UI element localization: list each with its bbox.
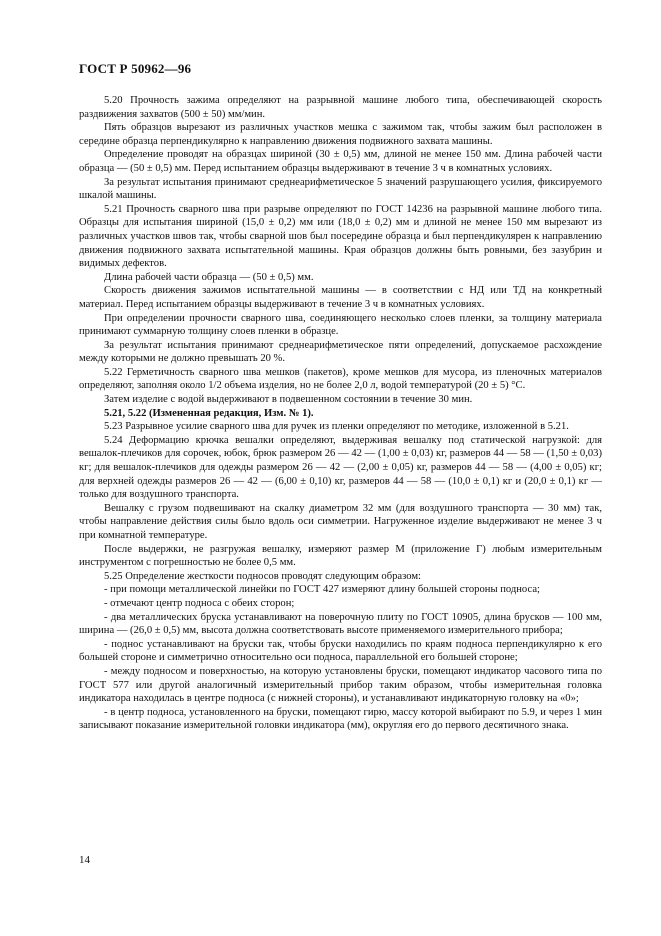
- list-item: - поднос устанавливают на бруски так, чтобы бруски находились по краям подноса перпендикулярно к его большей стороне и симметрично относительно оси подноса, параллельной его большей стороне;: [79, 638, 602, 664]
- list-item: - между подносом и поверхностью, на которую установлены бруски, помещают индикатор часового типа по ГОСТ 577 или другой аналогичный измерительный прибор таким образом, чтобы измерительная головка индикатора находилась в центре подноса (с нижней стороны), и устанавливают индикаторную головку на «0»;: [79, 665, 602, 705]
- list-item: - при помощи металлической линейки по ГОСТ 427 измеряют длину большей стороны подноса;: [104, 584, 540, 596]
- paragraph: 5.24 Деформацию крючка вешалки определяют, выдерживая вешалку под статической нагрузкой: для вешалок-плечиков для сорочек, юбок, брюк размером 26 — 42 — (1,00 ± 0,03) кг, размеров 44 — 58 — (1,50 ± 0,03) кг; для вешалок-плечиков для одежды размером 26 — 42 — (2,00 ± 0,05) кг, размеров 44 — 58 — (4,00 ± 0,05) кг; для верхней одежды размеров 26 — 42 — (6,00 ± 0,10) кг, размеров 44 — 58 — (10,0 ± 0,1) кг и (20,0 ± 0,1) кг — только для воздушного транспорта.: [79, 434, 602, 501]
- paragraph: За результат испытания принимают среднеарифметическое 5 значений разрушающего усилия, фиксируемого шкалой машины.: [79, 176, 602, 202]
- paragraph: Пять образцов вырезают из различных участков мешка с зажимом так, чтобы зажим был расположен в середине образца перпендикулярно к направлению движения подвижного захвата машины.: [79, 122, 602, 147]
- paragraph: За результат испытания принимают среднеарифметическое пяти определений, допускаемое расхождение между которыми не должно превышать 20 %.: [79, 339, 602, 365]
- list-item: - два металлических бруска устанавливают на поверочную плиту по ГОСТ 10905, длина брусков — 100 мм, ширина — (26,0 ± 0,5) мм, высота должна соответствовать высоте применяемого измерительного прибора;: [79, 611, 602, 637]
- revision-note: 5.21, 5.22 (Измененная редакция, Изм. № 1).: [104, 407, 314, 419]
- document-body: [79, 94, 602, 733]
- list-item: - в центр подноса, установленного на бруски, помещают гирю, массу которой выбирают по 5.9, и через 1 мин записывают показание измерительной головки индикатора (мм), округляя его до первого десятичного знака.: [79, 706, 602, 732]
- paragraph: 5.21 Прочность сварного шва при разрыве определяют по ГОСТ 14236 на разрывной машине любого типа. Образцы для испытания шириной (15,0 ± 0,2) мм или (18,0 ± 0,2) мм и длиной не менее 150 мм вырезают из различных участков швов так, чтобы сварной шов был посередине образца и был перпендикулярен к направлению движения подвижного захвата испытательной машины. Края образцов должны быть ровными, без зазубрин и видимых дефектов.: [79, 203, 602, 270]
- paragraph: После выдержки, не разгружая вешалку, измеряют размер М (приложение Г) любым измерительным инструментом с погрешностью не более 0,5 мм.: [79, 543, 602, 569]
- paragraph: 5.20 Прочность зажима определяют на разрывной машине любого типа, обеспечивающей скорость раздвижения захватов (500 ± 50) мм/мин.: [79, 95, 602, 120]
- page-number: 14: [79, 854, 90, 866]
- paragraph: Затем изделие с водой выдерживают в подвешенном состоянии в течение 30 мин.: [104, 394, 473, 406]
- list-item: - отмечают центр подноса с обеих сторон;: [104, 597, 295, 609]
- paragraph: 5.22 Герметичность сварного шва мешков (пакетов), кроме мешков для мусора, из пленочных материалов определяют, заполняя около 1/2 объема изделия, но не более 2,0 л, водой температурой (20 ± 5) °С.: [79, 366, 602, 392]
- paragraph: Определение проводят на образцах шириной (30 ± 0,5) мм, длиной не менее 150 мм. Длина рабочей части образца — (50 ± 0,5) мм. Перед испытанием образцы выдерживают в течение 3 ч в комнатных условиях.: [79, 149, 602, 174]
- paragraph: Скорость движения зажимов испытательной машины — в соответствии с НД или ТД на конкретный материал. Перед испытанием образцы выдерживают в течение 3 ч в комнатных условиях.: [79, 285, 602, 310]
- paragraph: Длина рабочей части образца — (50 ± 0,5) мм.: [104, 271, 314, 283]
- paragraph: При определении прочности сварного шва, соединяющего несколько слоев пленки, за толщину материала принимают суммарную толщину слоев пленки в образце.: [79, 312, 602, 338]
- paragraph: 5.23 Разрывное усилие сварного шва для ручек из пленки определяют по методике, изложенной в 5.21.: [104, 421, 569, 433]
- paragraph: Вешалку с грузом подвешивают на скалку диаметром 32 мм (для воздушного транспорта — 30 мм) так, чтобы направление действия силы было вдоль оси симметрии. Нагруженное изделие выдерживают не менее 3 ч при комнатной температуре.: [79, 502, 602, 541]
- page-header-standard-number: ГОСТ Р 50962—96: [79, 61, 192, 76]
- paragraph: 5.25 Определение жесткости подносов проводят следующим образом:: [104, 570, 421, 582]
